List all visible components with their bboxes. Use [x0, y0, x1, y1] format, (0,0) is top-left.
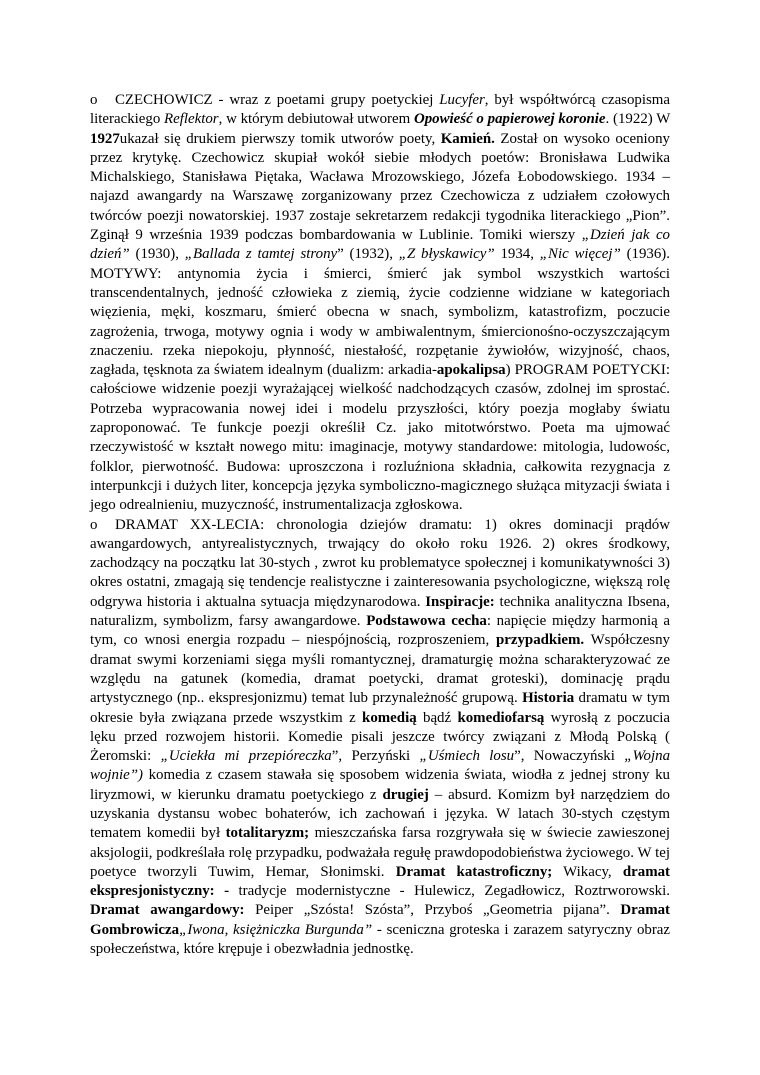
- text-run: komedią: [362, 709, 417, 726]
- bullet-marker: o: [90, 516, 98, 533]
- text-run: „Z błyskawicy”: [398, 246, 495, 263]
- text-run: Lucyfer: [439, 92, 485, 108]
- text-run: 1927: [90, 130, 120, 147]
- text-run: , w którym debiutował utworem: [218, 111, 414, 128]
- text-run: (1936). MOTYWY: antynomia życia i śmierci, śmierć jak symbol wszystkich wartości transcendentalnych, jedność człowieka z ziemią, życie codzienne widziane w kategoriach więzienia, męki, koszmaru, śmierć obecna w snach, symbolizm, katastrofizm, poczucie zagrożenia, trwoga, motywy ognia i wody w ambiwalentnym, śmiercionośno-oczyszczającym znaczeniu. rzeka niepokoju, płynność, niestałość, rozpętanie żywiołów, wizyjność, chaos, zagłada, tęsknota za światem idealnym (dualizm: arkadia-: [90, 246, 670, 379]
- text-run: „Wojna wojnie”): [90, 748, 671, 784]
- bullet-marker: o: [90, 92, 98, 108]
- text-run: Dramat awangardowy:: [90, 902, 245, 919]
- entry-text: [90, 517, 670, 958]
- text-run: Dramat Gombrowicza: [90, 902, 671, 938]
- entry-dramat: [90, 516, 670, 960]
- text-run: mieszczańska farsa rozgrywała się w świecie zawieszonej aksjologii, podkreślała rolę przypadku, podważała regułę prawdopodobieństwa życiowego. W tej poetyce tworzyli Tuwim, Hemar, Słonimski.: [90, 825, 670, 880]
- text-run: Współczesny dramat swymi korzeniami sięga myśli romantycznej, dramaturgię można scharakteryzować ze względu na gatunek (komedia, dramat poetycki, dramat groteski), dominację prądu artystycznego (np.. ekspresjonizmu) temat lub przynależność grupową.: [90, 632, 670, 707]
- text-run: Historia: [522, 690, 575, 707]
- entry-czechowicz: [90, 91, 670, 516]
- text-run: - sceniczna groteska i zarazem satyryczny obraz społeczeństwa, które krępuje i obezwładnia jednostkę.: [90, 921, 671, 958]
- text-run: „Dzień jak co dzień”: [90, 227, 670, 263]
- text-run: technika analityczna Ibsena, naturalizm, symbolizm, farsy awangardowe.: [90, 593, 670, 630]
- text-run: ” (1932),: [337, 246, 399, 263]
- text-run: totalitaryzm;: [225, 825, 310, 842]
- text-run: Inspiracje:: [425, 593, 495, 610]
- text-run: : napięcie między harmonią a tym, co wnosi energia rozpadu – niespójnością, rozproszeniem,: [90, 613, 670, 649]
- text-run: apokalipsa: [436, 362, 506, 379]
- text-run: ) PROGRAM POETYCKI: całościowe widzenie poezji wyrażającej wielkość nadchodzących czasów, zdolnej im sprostać. Potrzeba wypracowania nowej idei i modelu przyszłości, który poezja mogłaby światu zaproponować. Te funkcje poezji określił Cz. jako mitotwórstwo. Poeta ma ujmować rzeczywistość w kształt nowego mitu: imaginacje, motywy standardowe: mitologia, ludowośc, folklor, pierwotność. Budowa: uproszczona i rozluźniona składnia, całkowita rezygnacja z interpunkcji i dużych liter, koncepcja języka symboliczno-magicznego służąca mityzacji świata i jego odrealnieniu, muzyczność, instrumentalizacja zgłoskowa.: [90, 362, 670, 514]
- text-run: DRAMAT XX-LECIA: chronologia dziejów dramatu: 1) okres dominacji prądów awangardowych, antyrealistycznych, trwający do około roku 1926. 2) okres środkowy, zachodzący na początku lat 30-stych , zwrot ku problematyce społecznej i komunikatywności 3) okres ostatni, zmagają się tendencje realistyczne i zainteresowania psychologiczne, większą rolę odgrywa historia i aktualna sytuacja międzynarodowa.: [90, 516, 670, 610]
- text-run: tradycje modernistyczne - Hulewicz, Zegadłowicz, Roztrworowski.: [229, 883, 670, 900]
- text-run: przypadkiem.: [495, 632, 585, 649]
- text-run: wyrosłą z poczucia lęku przed rozwojem historii. Komedie pisali jeszcze twórcy związani z Młodą Polską ( Żeromski:: [90, 709, 670, 765]
- text-run: . (1922) W: [605, 111, 670, 128]
- entry-text: [90, 92, 670, 513]
- text-run: Wikacy,: [552, 863, 623, 880]
- text-run: bądź: [416, 709, 458, 726]
- text-run: „Iwona, księżniczka Burgunda”: [179, 921, 373, 938]
- text-run: „Uśmiech losu: [419, 748, 515, 765]
- text-run: komediofarsą: [457, 709, 545, 726]
- text-run: Peiper „Szósta! Szósta”, Przyboś „Geometria pijana”.: [244, 902, 621, 919]
- text-run: Został on wysoko oceniony przez krytykę. Czechowicz skupiał wokół siebie młodych poetów: Bronisława Ludwika Michalskiego, Stanisława Piętaka, Wacława Mrozowskiego, Józefa Łobodowskiego. 1934 – najazd awangardy na Warszawę zorganizowany przez Czechowicza z udziałem czołowych twórców poezji nowatorskiej. 1937 zostaje sekretarzem redakcji tygodnika literackiego „Pion”. Zginął 9 września 1939 podczas bombardowania w Lublinie. Tomiki wierszy: [90, 130, 671, 244]
- text-run: ”, Perzyński: [331, 748, 420, 765]
- text-run: Opowieść o papierowej koronie: [413, 111, 606, 128]
- text-run: – absurd. Komizm był narzędziem do uzyskania dystansu wobec bohaterów, ich zachowań i języka. W latach 30-stych częstym tematem komedii był: [90, 786, 670, 842]
- text-run: Dramat katastroficzny;: [395, 863, 553, 880]
- text-run: (1930),: [129, 246, 185, 263]
- text-run: ukazał się drukiem pierwszy tomik utworów poety,: [119, 130, 441, 147]
- text-run: drugiej: [382, 786, 429, 803]
- text-run: Kamień.: [440, 130, 495, 147]
- text-run: dramat ekspresjonistyczny: -: [90, 863, 671, 900]
- text-run: CZECHOWICZ - wraz z poetami grupy poetyckiej: [115, 92, 440, 108]
- text-run: ”, Nowaczyński: [514, 748, 625, 765]
- text-run: 1934,: [494, 246, 540, 263]
- text-run: Reflektor: [164, 111, 219, 128]
- text-run: „Ballada z tamtej strony: [184, 246, 338, 263]
- text-run: „Uciekła mi przepióreczka: [160, 748, 332, 765]
- document-page: [90, 91, 670, 959]
- text-run: dramatu w tym okresie była związana przede wszystkim z: [90, 690, 670, 726]
- text-run: Podstawowa cecha: [360, 613, 487, 630]
- text-run: , był współtwórcą czasopisma literackiego: [90, 92, 670, 128]
- text-run: „Nic więcej”: [539, 246, 621, 263]
- text-run: komedia z czasem stawała się sposobem widzenia świata, wiodła z jednej strony ku liryzmowi, w kierunku dramatu poetyckiego z: [90, 767, 670, 803]
